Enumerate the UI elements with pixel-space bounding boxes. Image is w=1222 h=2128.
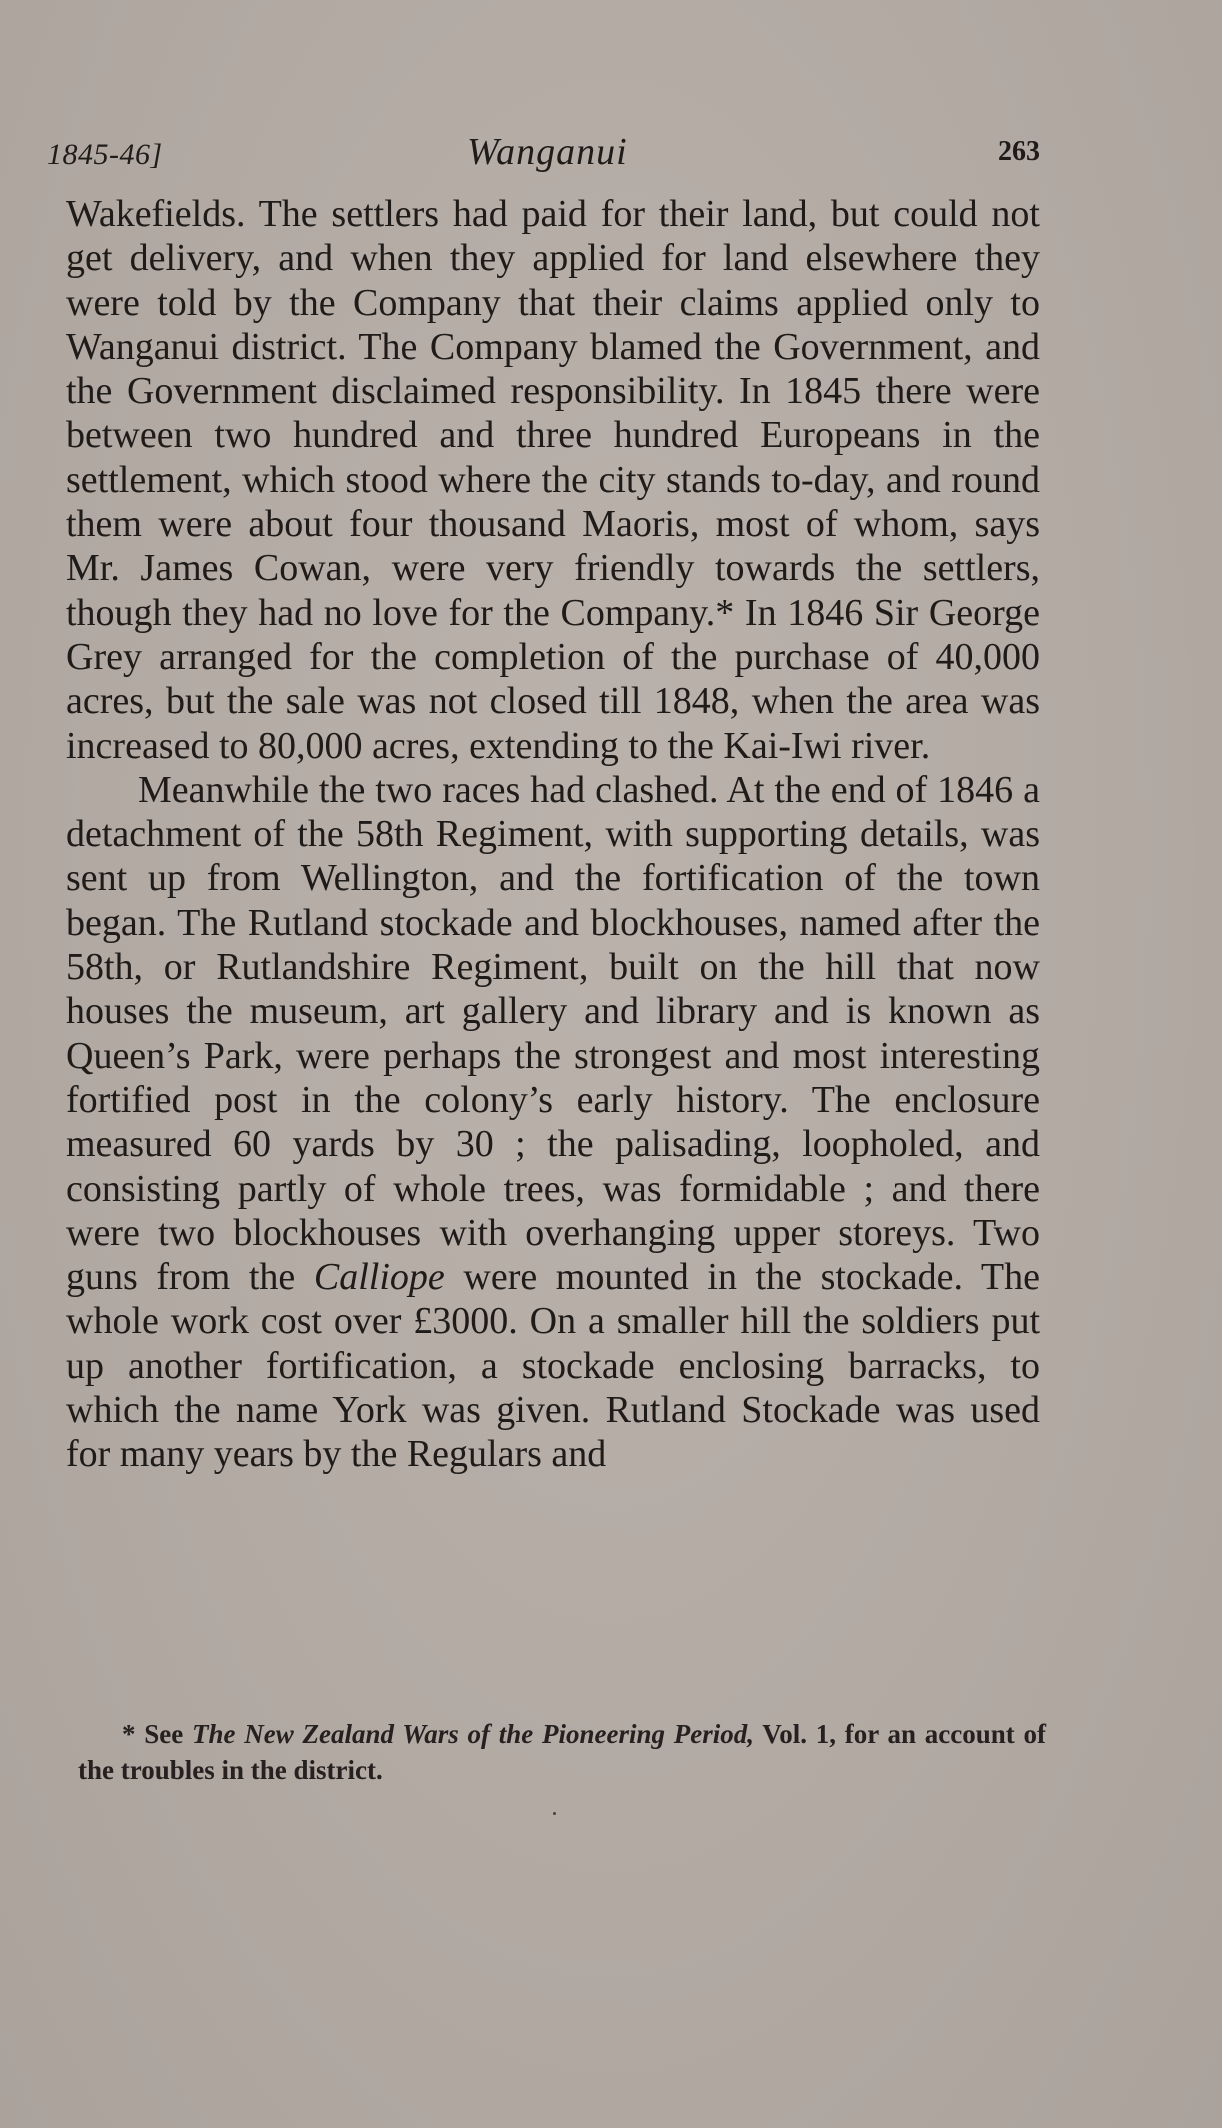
running-head — [47, 128, 1040, 178]
page-title: Wanganui — [467, 131, 628, 173]
footnote — [78, 1716, 1046, 1788]
paragraph-text: were mounted in the stockade. The whole work cost over £3000. On a smaller hill the soldiers put up another fortification, a stockade enclosing barracks, to which the name York was given. Rutland Stockade was used for many years by the Regulars and — [66, 1256, 1041, 1476]
chapter-years: 1845-46] — [47, 138, 163, 171]
paragraph — [66, 768, 1040, 1477]
footnote-rest: Vol. 1, for an account of the troubles in the district. — [78, 1719, 1046, 1785]
paper-speck — [553, 1812, 556, 1815]
footnote-book-title: The New Zealand Wars of the Pioneering Period, — [191, 1719, 754, 1749]
footnote-text — [78, 1716, 1046, 1788]
ship-name: Calliope — [313, 1256, 445, 1299]
footnote-marker: * See — [122, 1719, 192, 1749]
paragraph: Wakefields. The settlers had paid for their land, but could not get delivery, and when they applied for land elsewhere they were told by the Company that their claims applied only to Wanganui district. The Company blamed the Government, and the Government disclaimed responsibility. In 1845 there were between two hundred and three hundred Europeans in the settlement, which stood where the city stands to-day, and round them were about four thousand Maoris, most of whom, says Mr. James Cowan, were very friendly towards the settlers, though they had no love for the Company.* In 1846 Sir George Grey arranged for the completion of the purchase of 40,000 acres, but the sale was not closed till 1848, when the area was increased to 80,000 acres, extending to the Kai-Iwi river. — [66, 193, 1040, 767]
body-text — [66, 192, 1040, 1477]
paragraph-text: Meanwhile the two races had clashed. At the end of 1846 a detachment of the 58th Regiment, with supporting details, was sent up from Wellington, and the fortification of the town began. The Rutland stockade and blockhouses, named after the 58th, or Rutlandshire Regiment, built on the hill that now houses the museum, art gallery and library and is known as Queen’s Park, were perhaps the strongest and most interesting fortified post in the colony’s early history. The enclosure measured 60 yards by 30 ; the palisading, loopholed, and consisting partly of whole trees, was formidable ; and there were two blockhouses with overhanging upper storeys. Two guns from the — [66, 768, 1040, 1299]
page-number: 263 — [998, 136, 1040, 167]
